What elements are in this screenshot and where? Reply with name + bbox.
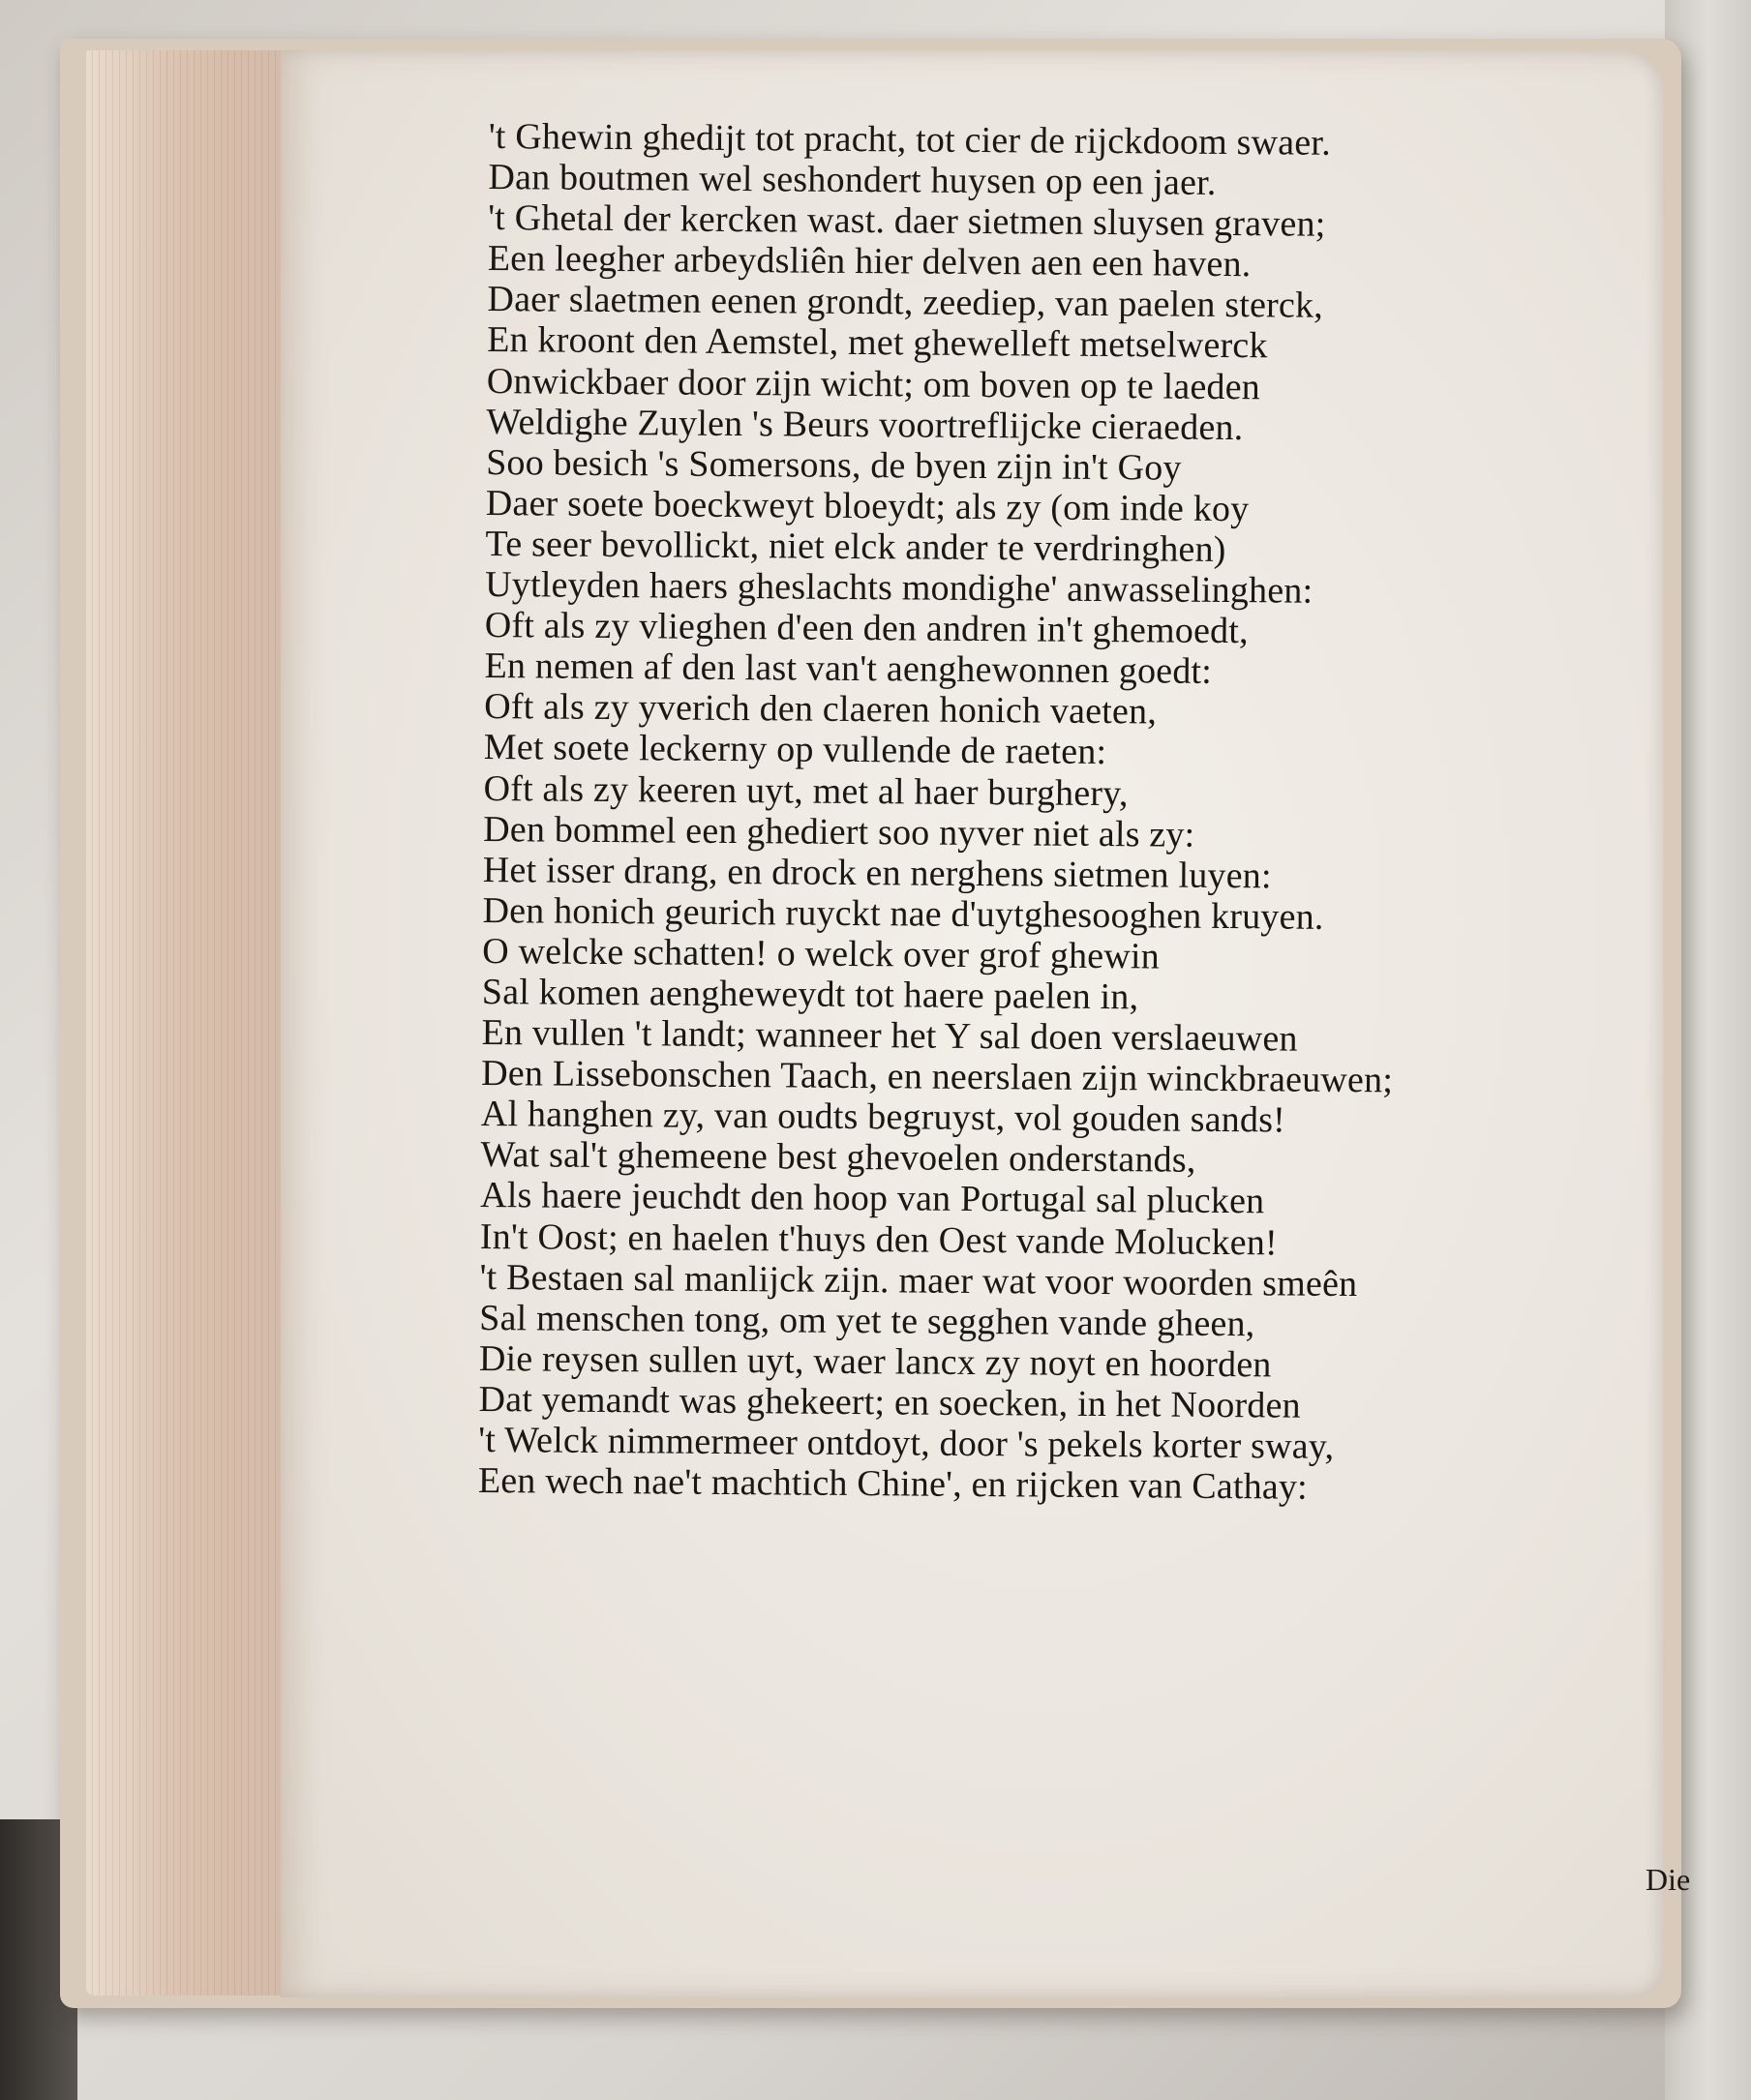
poem-line: 't Ghewin ghedijt tot pracht, tot cier de rijckdoom swaer. [488, 116, 1332, 164]
poem-line: Oft als zy vlieghen d'een den andren in't ghemoedt, [484, 605, 1249, 652]
poem-line: Oft als zy keeren uyt, met al haer burghery, [483, 767, 1129, 814]
poem-line: Sal menschen tong, om yet te segghen vande gheen, [479, 1297, 1255, 1344]
poem-line: Wat sal't ghemeene best ghevoelen onderstands, [480, 1134, 1196, 1182]
poem-line: 't Bestaen sal manlijck zijn. maer wat voor woorden smeên [479, 1256, 1358, 1305]
poem-line: Het isser drang, en drock en nerghens sietmen luyen: [482, 849, 1272, 897]
poem-line: En kroont den Aemstel, met ghewelleft metselwerck [487, 319, 1268, 367]
poem-line: Al hanghen zy, van oudts begruyst, vol gouden sands! [480, 1094, 1286, 1141]
poem-line: Die reysen sullen uyt, waer lancx zy noyt en hoorden [478, 1337, 1272, 1386]
poem-line: Sal komen aengheweydt tot haere paelen in, [481, 971, 1139, 1018]
poem-line: En vullen 't landt; wanneer het Y sal doen verslaeuwen [481, 1012, 1298, 1060]
poem-line: Dat yemandt was ghekeert; en soecken, in het Noorden [478, 1378, 1302, 1426]
poem-line: Den bommel een ghediert soo nyver niet als zy: [483, 808, 1195, 855]
poem-line: Uytleyden haers gheslachts mondighe' anwasselinghen: [485, 564, 1313, 612]
poem-line: En nemen af den last van't aenghewonnen goedt: [484, 645, 1213, 693]
poem-line: 't Ghetal der kercken wast. daer sietmen sluysen graven; [488, 197, 1326, 245]
poem-line: Soo besich 's Somersons, de byen zijn in't Goy [486, 441, 1182, 489]
poem-line: Een wech nae't machtich Chine', en rijcken van Cathay: [477, 1460, 1309, 1508]
poem-line: Onwickbaer door zijn wicht; om boven op te laeden [486, 360, 1261, 407]
poem-line: Dan boutmen wel seshondert huysen op een jaer. [488, 157, 1217, 203]
poem-line: Daer soete boeckweyt bloeydt; als zy (om inde koy [485, 482, 1250, 530]
poem-line: Te seer bevollickt, niet elck ander te verdringhen) [485, 523, 1226, 570]
poem-line: Met soete leckerny op vullende de raeten: [483, 727, 1107, 773]
poem-line: Een leegher arbeydsliên hier delven aen een haven. [487, 238, 1252, 285]
poem-line: Als haere jeuchdt den hoop van Portugal sal plucken [480, 1175, 1265, 1222]
poem-line: Daer slaetmen eenen grondt, zeediep, van paelen sterck, [487, 279, 1324, 327]
page-edges [85, 50, 296, 1995]
poem-line: O welcke schatten! o welck over grof ghewin [482, 930, 1161, 977]
poem-line: 't Welck nimmermeer ontdoyt, door 's pekels korter sway, [478, 1419, 1335, 1467]
poem-line: Den Lissebonschen Taach, en neerslaen zijn winckbraeuwen; [481, 1053, 1394, 1101]
poem-line: Den honich geurich ruyckt nae d'uytghesooghen kruyen. [482, 889, 1324, 938]
poem-line: In't Oost; en haelen t'huys den Oest vande Molucken! [479, 1215, 1279, 1263]
poem-line: Weldighe Zuylen 's Beurs voortreflijcke cieraeden. [486, 401, 1244, 448]
poem-line: Oft als zy yverich den claeren honich vaeten, [484, 686, 1158, 733]
catchword: Die [1645, 1862, 1691, 1897]
poem-text [478, 116, 1641, 1510]
